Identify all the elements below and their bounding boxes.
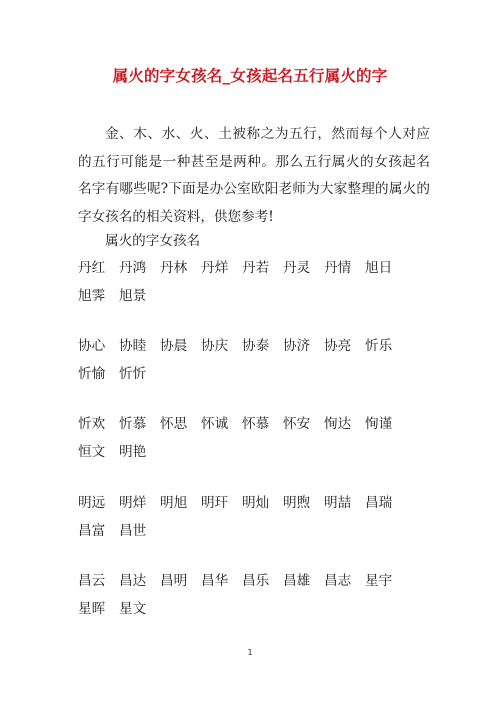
name-row: [78, 280, 438, 308]
name-item: 协睦: [119, 338, 147, 354]
name-item: 恂谨: [365, 416, 393, 432]
name-row: [78, 487, 438, 515]
name-item: 明灿: [242, 495, 270, 511]
name-item: 星宇: [365, 573, 393, 589]
name-item: 协亮: [324, 338, 352, 354]
name-item: 恒文: [78, 444, 106, 460]
name-item: 忻慕: [119, 416, 147, 432]
section-heading: 属火的字女孩名: [105, 233, 201, 249]
name-item: 旭霁: [78, 288, 106, 304]
name-item: 恂达: [324, 416, 352, 432]
name-item: 丹林: [160, 260, 188, 276]
name-item: 明玕: [201, 495, 229, 511]
name-item: 昌雄: [283, 573, 311, 589]
name-item: 协济: [283, 338, 311, 354]
name-group: [78, 252, 438, 308]
name-group: [78, 408, 438, 464]
name-item: 怀诚: [201, 416, 229, 432]
name-row: [78, 436, 438, 464]
name-row: [78, 593, 438, 621]
name-item: 星文: [119, 601, 147, 617]
name-item: 昌富: [78, 523, 106, 539]
name-row: [78, 252, 438, 280]
name-item: 忻欢: [78, 416, 106, 432]
name-item: 旭日: [365, 260, 393, 276]
name-item: 怀安: [283, 416, 311, 432]
name-item: 昌明: [160, 573, 188, 589]
name-item: 明烊: [119, 495, 147, 511]
name-row: [78, 408, 438, 436]
name-item: 明远: [78, 495, 106, 511]
name-item: 丹灵: [283, 260, 311, 276]
name-row: [78, 565, 438, 593]
name-item: 昌志: [324, 573, 352, 589]
name-item: 协晨: [160, 338, 188, 354]
intro-paragraph: 金、木、水、火、土被称之为五行，然而每个人对应的五行可能是一种甚至是两种。那么五行属火的女孩起名名字有哪些呢?下面是办公室欧阳老师为大家整理的属火的字女孩名的相关资料，供您参考!: [78, 126, 430, 225]
name-item: 丹烊: [201, 260, 229, 276]
name-item: 明旭: [160, 495, 188, 511]
name-item: 怀慕: [242, 416, 270, 432]
name-item: 忻忻: [119, 366, 147, 382]
name-row: [78, 515, 438, 543]
name-item: 怀思: [160, 416, 188, 432]
name-item: 昌世: [119, 523, 147, 539]
name-item: 丹红: [78, 260, 106, 276]
name-item: 明喆: [324, 495, 352, 511]
name-item: 昌乐: [242, 573, 270, 589]
name-group: [78, 487, 438, 543]
name-item: 星晖: [78, 601, 106, 617]
name-item: 丹情: [324, 260, 352, 276]
name-group: [78, 565, 438, 621]
name-item: 旭景: [119, 288, 147, 304]
name-item: 忻愉: [78, 366, 106, 382]
name-item: 协泰: [242, 338, 270, 354]
name-item: 忻乐: [365, 338, 393, 354]
name-row: [78, 358, 438, 386]
name-row: [78, 330, 438, 358]
name-item: 明煦: [283, 495, 311, 511]
name-item: 协庆: [201, 338, 229, 354]
name-group: [78, 330, 438, 386]
name-item: 昌华: [201, 573, 229, 589]
name-item: 昌达: [119, 573, 147, 589]
name-item: 昌云: [78, 573, 106, 589]
name-item: 丹若: [242, 260, 270, 276]
page-title: 属火的字女孩名_女孩起名五行属火的字: [112, 67, 388, 85]
name-item: 明艳: [119, 444, 147, 460]
page-number: 1: [247, 648, 253, 657]
name-item: 丹鸿: [119, 260, 147, 276]
name-item: 昌瑞: [365, 495, 393, 511]
name-item: 协心: [78, 338, 106, 354]
